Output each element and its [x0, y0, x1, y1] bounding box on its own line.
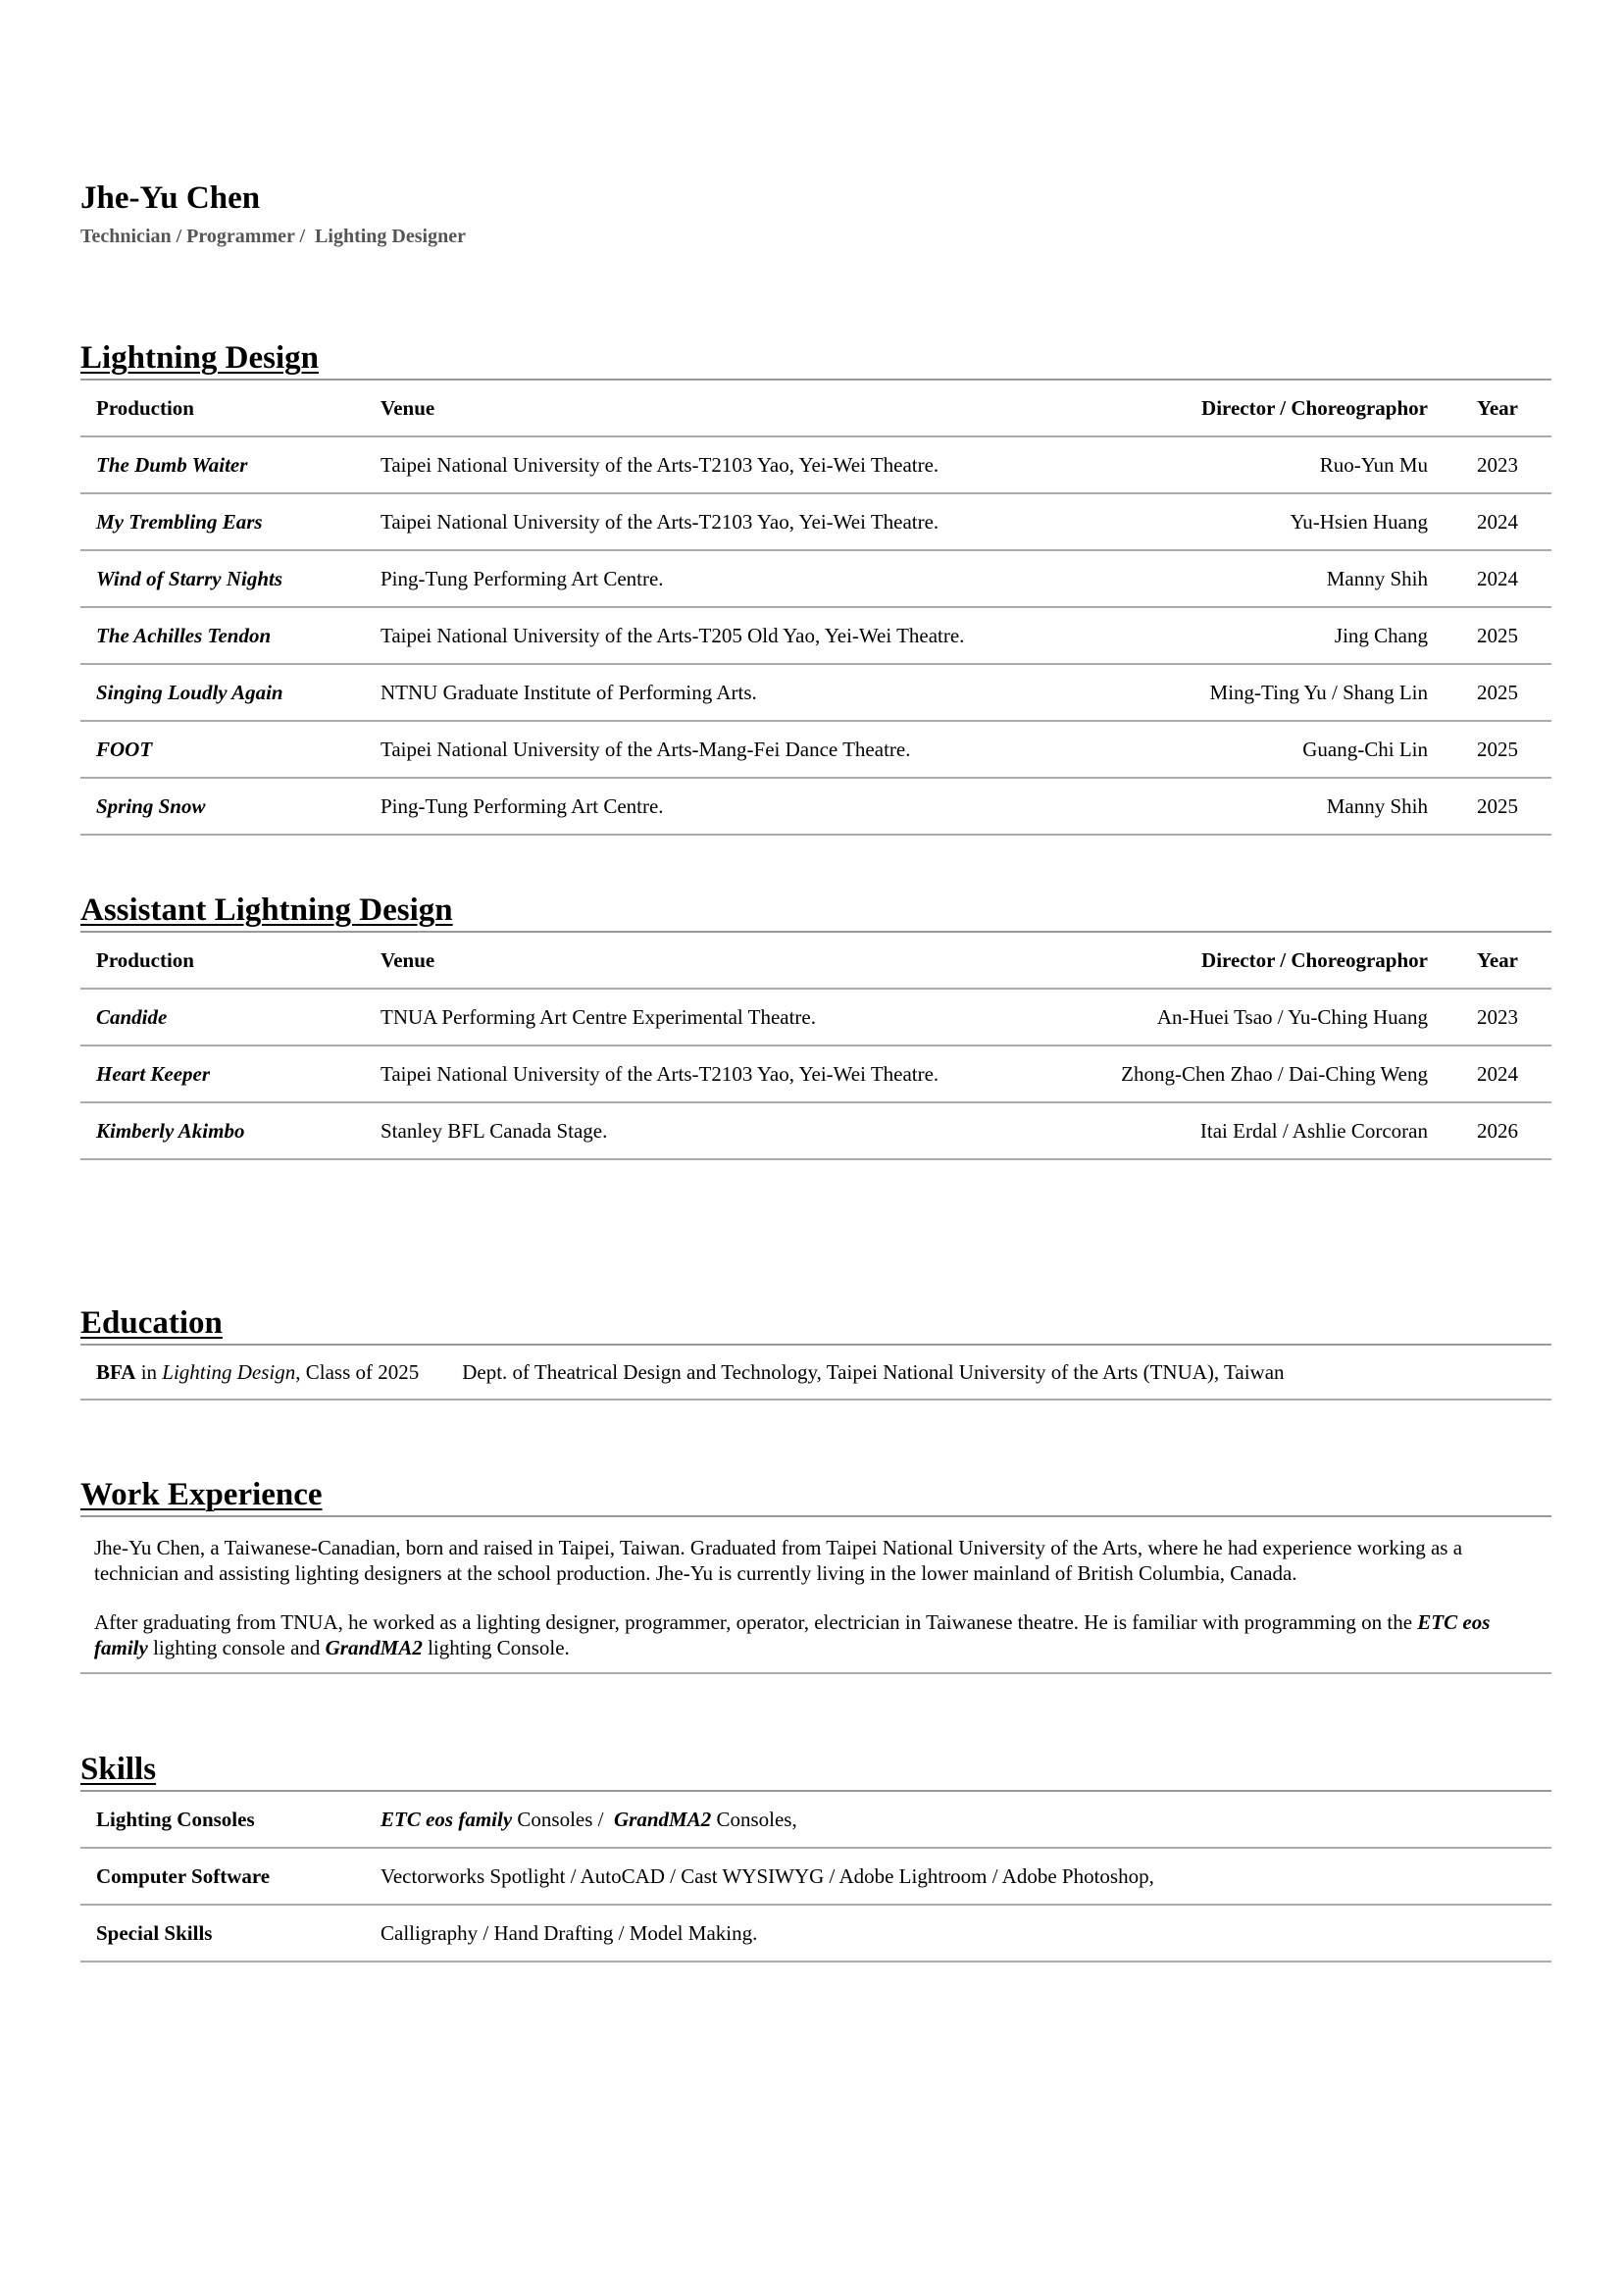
work-experience-section	[80, 1476, 1551, 1674]
production-name: Spring Snow	[80, 778, 365, 835]
year: 2024	[1444, 1045, 1551, 1102]
venue: Taipei National University of the Arts-Mang-Fei Dance Theatre.	[365, 721, 1032, 778]
director: Guang-Chi Lin	[1032, 721, 1444, 778]
skill-label: Special Skills	[80, 1905, 365, 1962]
col-venue: Venue	[365, 381, 1032, 436]
venue: Ping-Tung Performing Art Centre.	[365, 550, 1032, 607]
person-name: Jhe-Yu Chen	[80, 180, 261, 216]
table-row	[80, 721, 1551, 778]
venue: Ping-Tung Performing Art Centre.	[365, 778, 1032, 835]
skills-table	[80, 1792, 1551, 1963]
table-row	[80, 493, 1551, 550]
assistant-design-title: Assistant Lightning Design	[80, 892, 453, 928]
console-name: ETC eos family	[381, 1808, 513, 1831]
year: 2025	[1444, 607, 1551, 664]
col-production: Production	[80, 933, 365, 989]
director: Manny Shih	[1032, 550, 1444, 607]
production-name: Candide	[80, 989, 365, 1045]
col-director: Director / Choreographor	[1032, 933, 1444, 989]
education-entry	[80, 1346, 1551, 1401]
col-director: Director / Choreographor	[1032, 381, 1444, 436]
director: Ming-Ting Yu / Shang Lin	[1032, 664, 1444, 721]
year: 2024	[1444, 550, 1551, 607]
year: 2026	[1444, 1102, 1551, 1159]
skill-value	[365, 1792, 1551, 1848]
degree-connector: in	[135, 1360, 163, 1384]
work-text-segment: lighting console and	[147, 1636, 326, 1659]
venue: Taipei National University of the Arts-T2103 Yao, Yei-Wei Theatre.	[365, 436, 1032, 493]
year: 2023	[1444, 989, 1551, 1045]
lighting-design-title: Lightning Design	[80, 340, 319, 376]
work-experience-title: Work Experience	[80, 1477, 323, 1512]
table-row	[80, 778, 1551, 835]
production-name: Wind of Starry Nights	[80, 550, 365, 607]
table-row	[80, 664, 1551, 721]
col-year: Year	[1444, 381, 1551, 436]
console-name: ETC eos family	[94, 1610, 1491, 1659]
table-header-row	[80, 933, 1551, 989]
person-roles: Technician / Programmer / Lighting Designer	[80, 226, 466, 247]
production-name: The Achilles Tendon	[80, 607, 365, 664]
venue: TNUA Performing Art Centre Experimental Theatre.	[365, 989, 1032, 1045]
venue: Stanley BFL Canada Stage.	[365, 1102, 1032, 1159]
skill-value: Calligraphy / Hand Drafting / Model Making.	[365, 1905, 1551, 1962]
production-name: Kimberly Akimbo	[80, 1102, 365, 1159]
console-name: GrandMA2	[614, 1808, 712, 1831]
console-name: GrandMA2	[325, 1636, 423, 1659]
skill-text: Consoles,	[711, 1808, 797, 1831]
col-venue: Venue	[365, 933, 1032, 989]
skill-label: Lighting Consoles	[80, 1792, 365, 1848]
degree-field: Lighting Design	[162, 1360, 296, 1384]
venue: NTNU Graduate Institute of Performing Arts.	[365, 664, 1032, 721]
table-row	[80, 1905, 1551, 1962]
skills-section	[80, 1751, 1551, 1963]
venue: Taipei National University of the Arts-T205 Old Yao, Yei-Wei Theatre.	[365, 607, 1032, 664]
table-row	[80, 436, 1551, 493]
assistant-design-table	[80, 933, 1551, 1160]
production-name: Singing Loudly Again	[80, 664, 365, 721]
table-row	[80, 550, 1551, 607]
lighting-design-section	[80, 339, 1551, 836]
year: 2025	[1444, 721, 1551, 778]
skill-value: Vectorworks Spotlight / AutoCAD / Cast WYSIWYG / Adobe Lightroom / Adobe Photoshop,	[365, 1848, 1551, 1905]
table-header-row	[80, 381, 1551, 436]
director: An-Huei Tsao / Yu-Ching Huang	[1032, 989, 1444, 1045]
education-section	[80, 1304, 1551, 1401]
skill-text: Consoles /	[512, 1808, 614, 1831]
table-row	[80, 989, 1551, 1045]
degree: BFA	[96, 1360, 136, 1384]
production-name: The Dumb Waiter	[80, 436, 365, 493]
year: 2025	[1444, 778, 1551, 835]
col-year: Year	[1444, 933, 1551, 989]
assistant-design-section	[80, 892, 1551, 1160]
skill-label: Computer Software	[80, 1848, 365, 1905]
table-row	[80, 1792, 1551, 1848]
work-experience-text	[80, 1517, 1551, 1674]
education-title: Education	[80, 1305, 223, 1341]
table-row	[80, 1102, 1551, 1159]
work-text-segment: lighting Console.	[422, 1636, 570, 1659]
production-name: Heart Keeper	[80, 1045, 365, 1102]
year: 2023	[1444, 436, 1551, 493]
year: 2025	[1444, 664, 1551, 721]
director: Ruo-Yun Mu	[1032, 436, 1444, 493]
table-row	[80, 607, 1551, 664]
venue: Taipei National University of the Arts-T2103 Yao, Yei-Wei Theatre.	[365, 1045, 1032, 1102]
director: Itai Erdal / Ashlie Corcoran	[1032, 1102, 1444, 1159]
skills-title: Skills	[80, 1752, 157, 1787]
director: Yu-Hsien Huang	[1032, 493, 1444, 550]
director: Zhong-Chen Zhao / Dai-Ching Weng	[1032, 1045, 1444, 1102]
venue: Taipei National University of the Arts-T2103 Yao, Yei-Wei Theatre.	[365, 493, 1032, 550]
director: Jing Chang	[1032, 607, 1444, 664]
department: Dept. of Theatrical Design and Technology, Taipei National University of the Arts (TNUA), Taiwan	[462, 1360, 1285, 1384]
director: Manny Shih	[1032, 778, 1444, 835]
work-paragraph: Jhe-Yu Chen, a Taiwanese-Canadian, born and raised in Taipei, Taiwan. Graduated from Taipei National University of the Arts, where he had experience working as a technician and assisting lighting designers at the school production. Jhe-Yu is currently living in the lower mainland of British Columbia, Canada.	[94, 1536, 1463, 1585]
work-text-segment: After graduating from TNUA, he worked as a lighting designer, programmer, operator, electrician in Taiwanese theatre. He is familiar with programming on the	[94, 1610, 1418, 1634]
table-row	[80, 1045, 1551, 1102]
graduation-class: , Class of 2025	[295, 1360, 420, 1384]
col-production: Production	[80, 381, 365, 436]
lighting-design-table	[80, 381, 1551, 836]
work-paragraph	[94, 1609, 1536, 1660]
table-row	[80, 1848, 1551, 1905]
production-name: My Trembling Ears	[80, 493, 365, 550]
year: 2024	[1444, 493, 1551, 550]
production-name: FOOT	[80, 721, 365, 778]
